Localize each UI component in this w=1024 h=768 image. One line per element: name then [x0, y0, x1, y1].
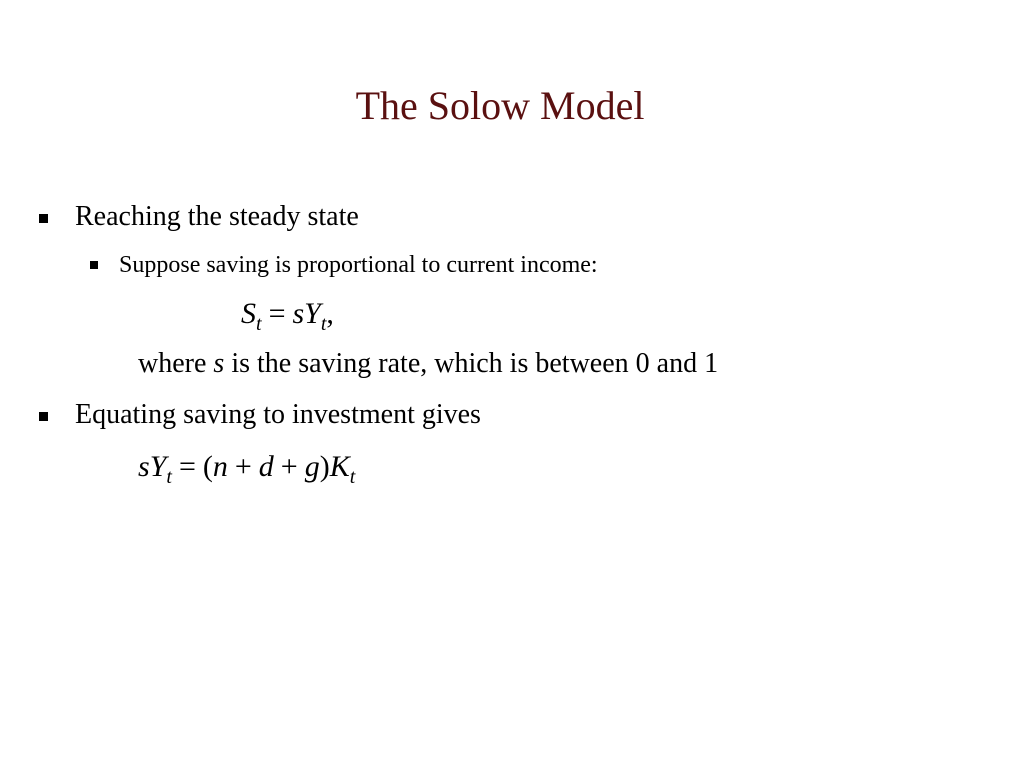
eq-var: s: [138, 450, 150, 483]
eq-var: Y: [149, 450, 167, 483]
eq-operator: +: [280, 450, 298, 483]
eq-var: s: [292, 297, 305, 330]
where-prefix: where: [138, 348, 214, 379]
eq-operator: +: [234, 450, 252, 483]
where-line: [138, 350, 718, 378]
eq-subscript: t: [166, 466, 172, 488]
eq-var: K: [329, 450, 350, 483]
bullet-reaching-steady-state: [75, 203, 359, 231]
eq-subscript: t: [256, 313, 262, 335]
slide-title: The Solow Model: [355, 83, 645, 128]
eq-punct: ,: [326, 297, 334, 330]
square-bullet-icon: [90, 261, 98, 269]
eq-subscript: t: [349, 466, 356, 488]
eq-var: S: [241, 297, 256, 330]
eq-var: n: [212, 450, 228, 483]
square-bullet-icon: [39, 412, 48, 421]
eq-subscript: t: [320, 313, 327, 335]
subbullet-text: Suppose saving is proportional to current income:: [119, 252, 598, 278]
equation-saving: [241, 297, 334, 335]
bullet-text: Equating saving to investment gives: [75, 399, 481, 430]
eq-paren: (: [202, 450, 213, 483]
eq-var: g: [304, 450, 320, 483]
eq-paren: ): [319, 450, 330, 483]
eq-var: Y: [304, 297, 321, 330]
equation-steady-state: [138, 450, 356, 488]
where-var: s: [213, 348, 225, 379]
bullet-text: Reaching the steady state: [75, 201, 359, 232]
where-suffix: is the saving rate, which is between 0 and 1: [224, 348, 719, 379]
square-bullet-icon: [39, 214, 48, 223]
eq-operator: =: [268, 297, 286, 330]
bullet-equating-saving: [75, 401, 481, 429]
eq-var: d: [258, 450, 274, 483]
eq-operator: =: [178, 450, 196, 483]
subbullet-saving-proportional: [119, 253, 598, 277]
